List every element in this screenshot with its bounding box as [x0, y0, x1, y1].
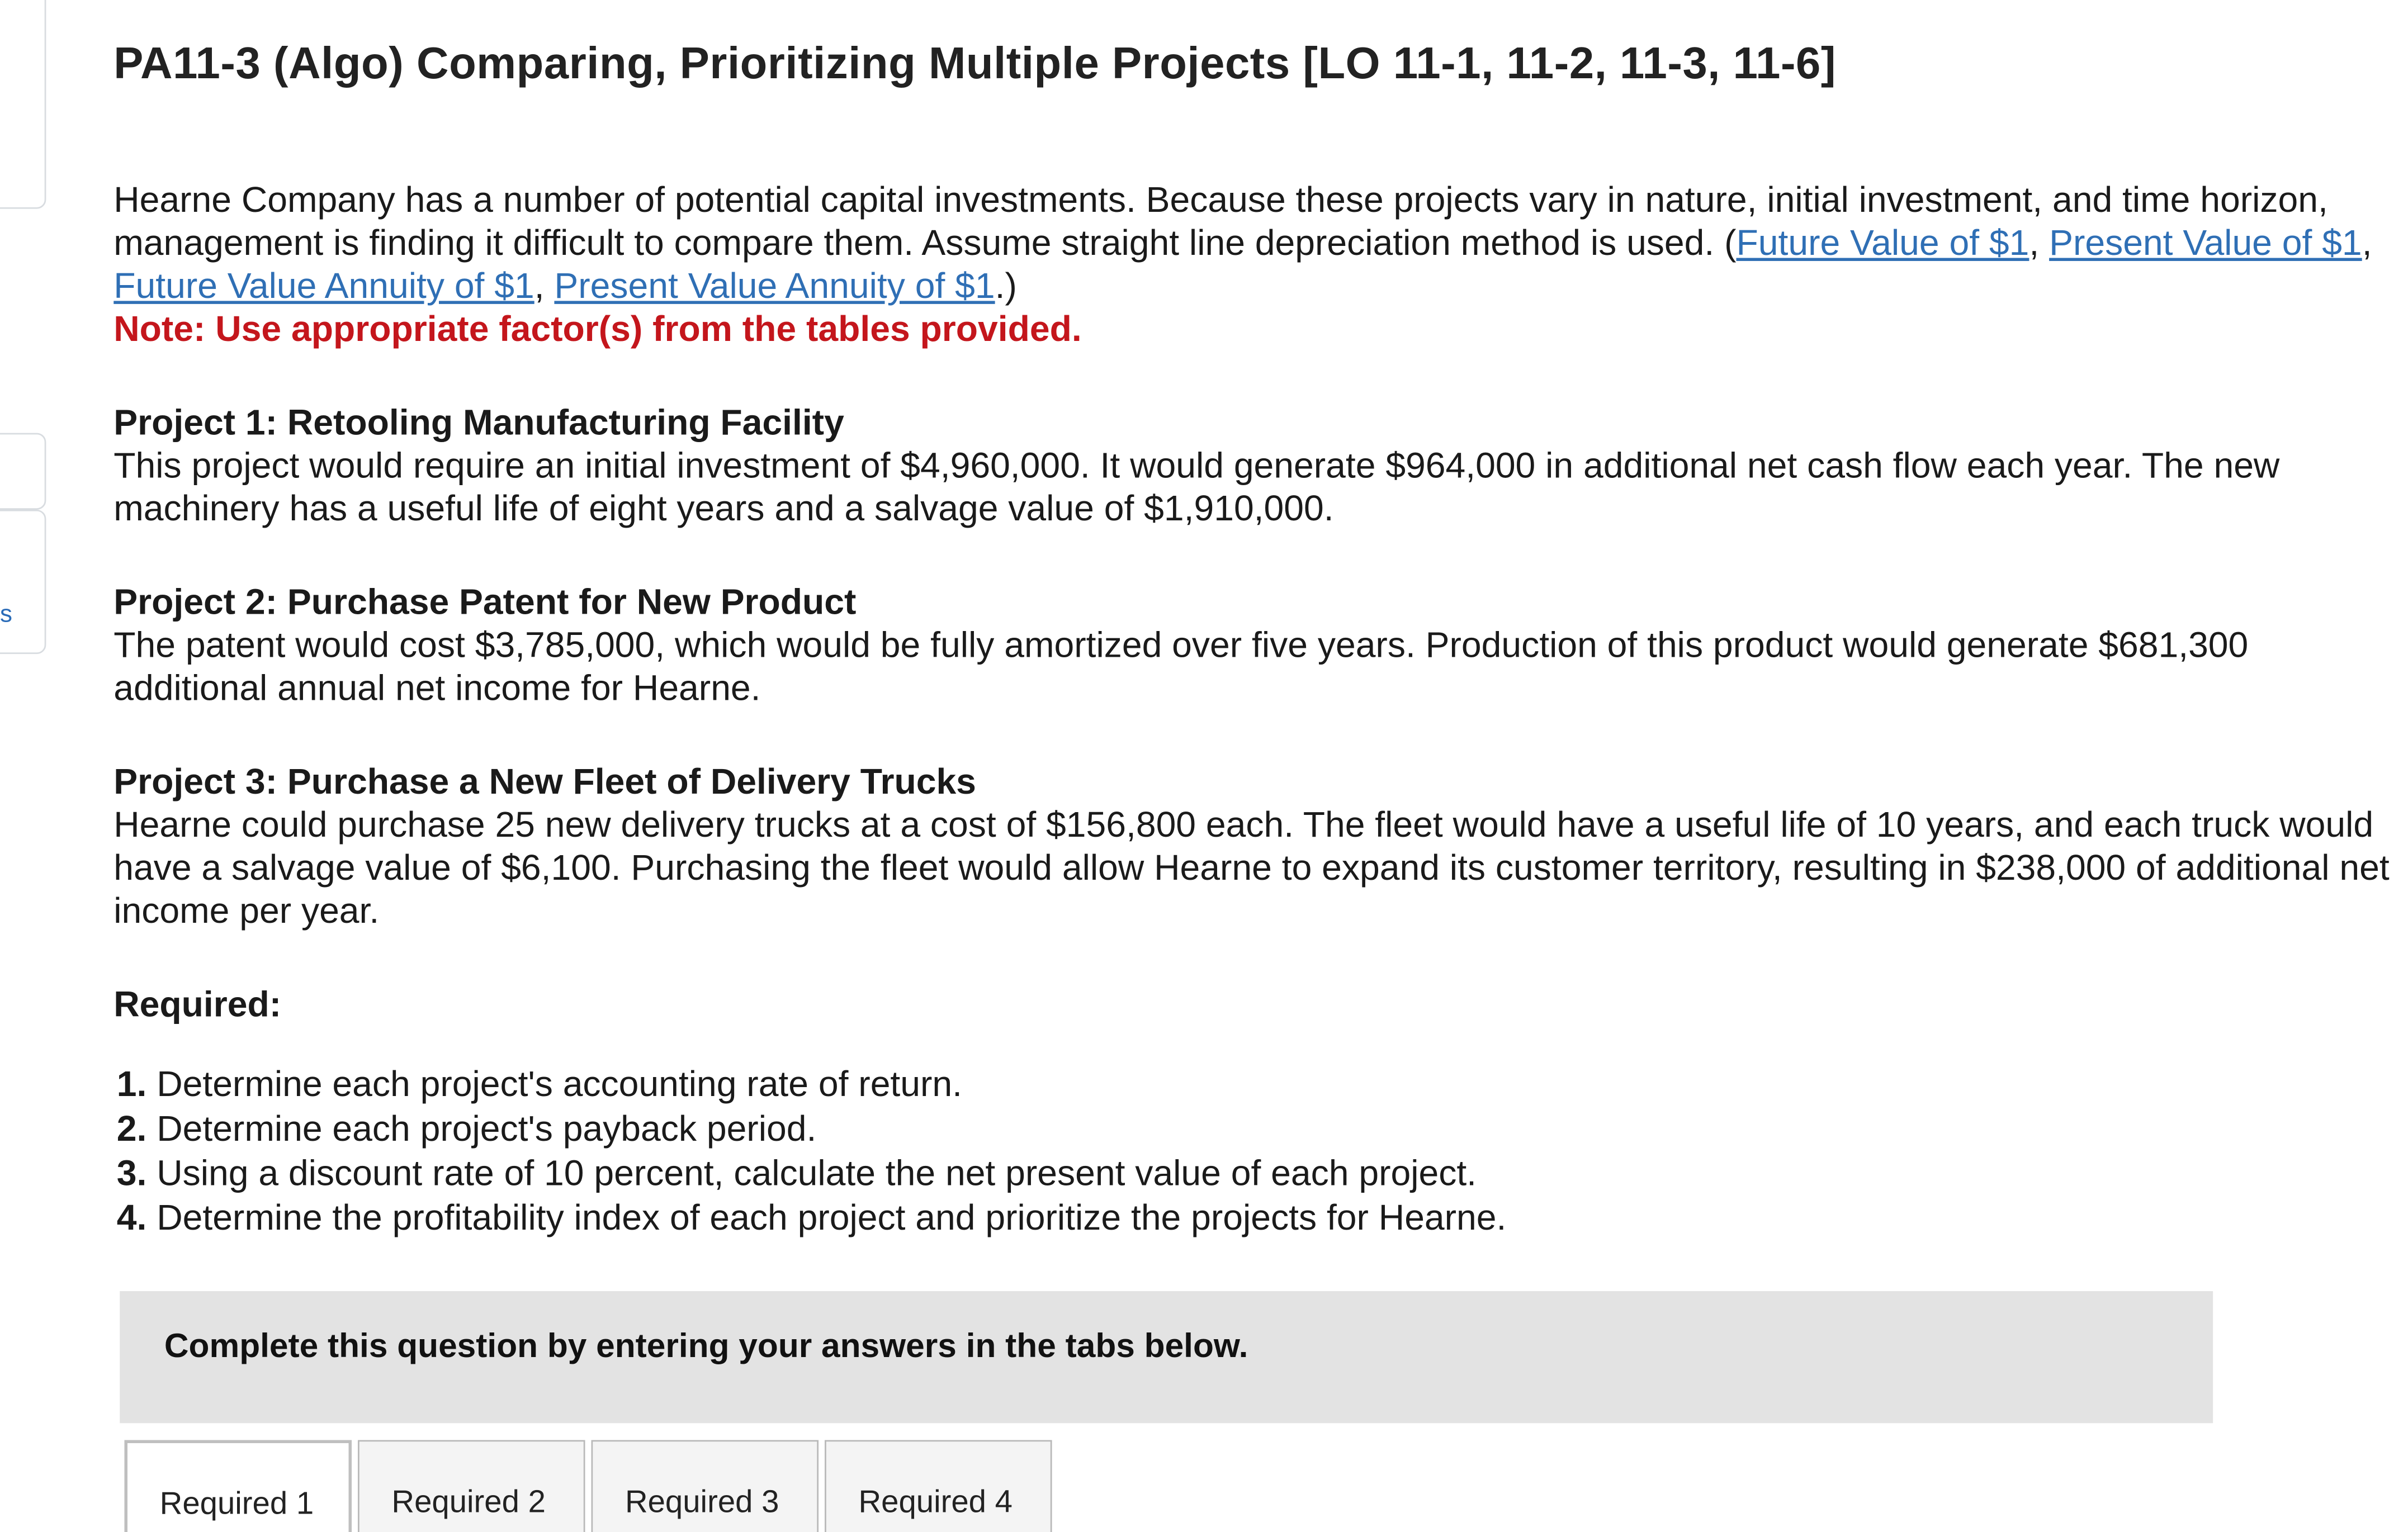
project-3-heading: Project 3: Purchase a New Fleet of Delivery Trucks [113, 761, 976, 801]
instruction-text: Complete this question by entering your answers in the tabs below. [164, 1326, 1248, 1365]
link-future-value[interactable]: Future Value of $1 [1736, 222, 2029, 263]
required-item: 4. Determine the profitability index of each project and prioritize the projects for Hearne. [116, 1197, 1507, 1237]
intro-paragraph: Hearne Company has a number of potential capital investments. Because these projects vary in nature, initial investment, and time horizon, management is finding it difficult to compare them. Assume straight line depreciation method is used. (Future Value of $1, Present Value of $1, Future Value Annuity of $1, Present Value Annuity of $1.) Note: Use appropriate factor(s) from the tables provided. [113, 179, 2372, 349]
link-future-value-annuity[interactable]: Future Value Annuity of $1 [113, 265, 534, 306]
required-item: 1. Determine each project's accounting rate of return. [116, 1064, 962, 1104]
note-text: Note: Use appropriate factor(s) from the tables provided. [113, 309, 1082, 349]
sidebar-card-lower[interactable] [0, 510, 46, 654]
instruction-banner [120, 1291, 2213, 1423]
project-2-body: The patent would cost $3,785,000, which would be fully amortized over five years. Production of this product would generate $681,300 additional annual net income for Hearne. [113, 624, 2249, 708]
project-1 [113, 401, 2398, 530]
tab-required-1[interactable]: Required 1 [124, 1440, 352, 1532]
link-present-value-annuity[interactable]: Present Value Annuity of $1 [554, 265, 995, 306]
project-3 [113, 760, 2398, 932]
sidebar-card-middle[interactable] [0, 433, 46, 510]
project-2-heading: Project 2: Purchase Patent for New Product [113, 582, 857, 622]
sidebar-label[interactable]: s [0, 601, 12, 628]
project-1-body: This project would require an initial investment of $4,960,000. It would generate $964,000 in additional net cash flow each year. The new machinery has a useful life of eight years and a salvage value of $1,910,000. [113, 445, 2280, 528]
required-item: 3. Using a discount rate of 10 percent, calculate the net present value of each project. [116, 1152, 1477, 1193]
project-3-body: Hearne could purchase 25 new delivery trucks at a cost of $156,800 each. The fleet would have a useful life of 10 years, and each truck would have a salvage value of $6,100. Purchasing the fleet would allow Hearne to expand its customer territory, resulting in $238,000 of additional net income per year. [113, 804, 2390, 931]
intro-text: Hearne Company has a number of potential capital investments. Because these projects vary in nature, initial investment, and time horizon, management is finding it difficult to compare them. Assume straight line depreciation method is used. ( [113, 179, 2328, 263]
required-list [117, 1063, 1507, 1241]
sidebar-card-top[interactable] [0, 0, 46, 209]
tab-required-2[interactable]: Required 2 [358, 1440, 585, 1532]
tab-required-4[interactable]: Required 4 [825, 1440, 1052, 1532]
required-item: 2. Determine each project's payback period. [116, 1108, 817, 1149]
page-title: PA11-3 (Algo) Comparing, Prioritizing Multiple Projects [LO 11-1, 11-2, 11-3, 11-6] [113, 40, 1836, 89]
link-present-value[interactable]: Present Value of $1 [2049, 222, 2362, 263]
tab-required-3[interactable]: Required 3 [592, 1440, 819, 1532]
required-heading: Required: [113, 984, 282, 1025]
project-2 [113, 580, 2398, 709]
project-1-heading: Project 1: Retooling Manufacturing Facility [113, 402, 844, 443]
